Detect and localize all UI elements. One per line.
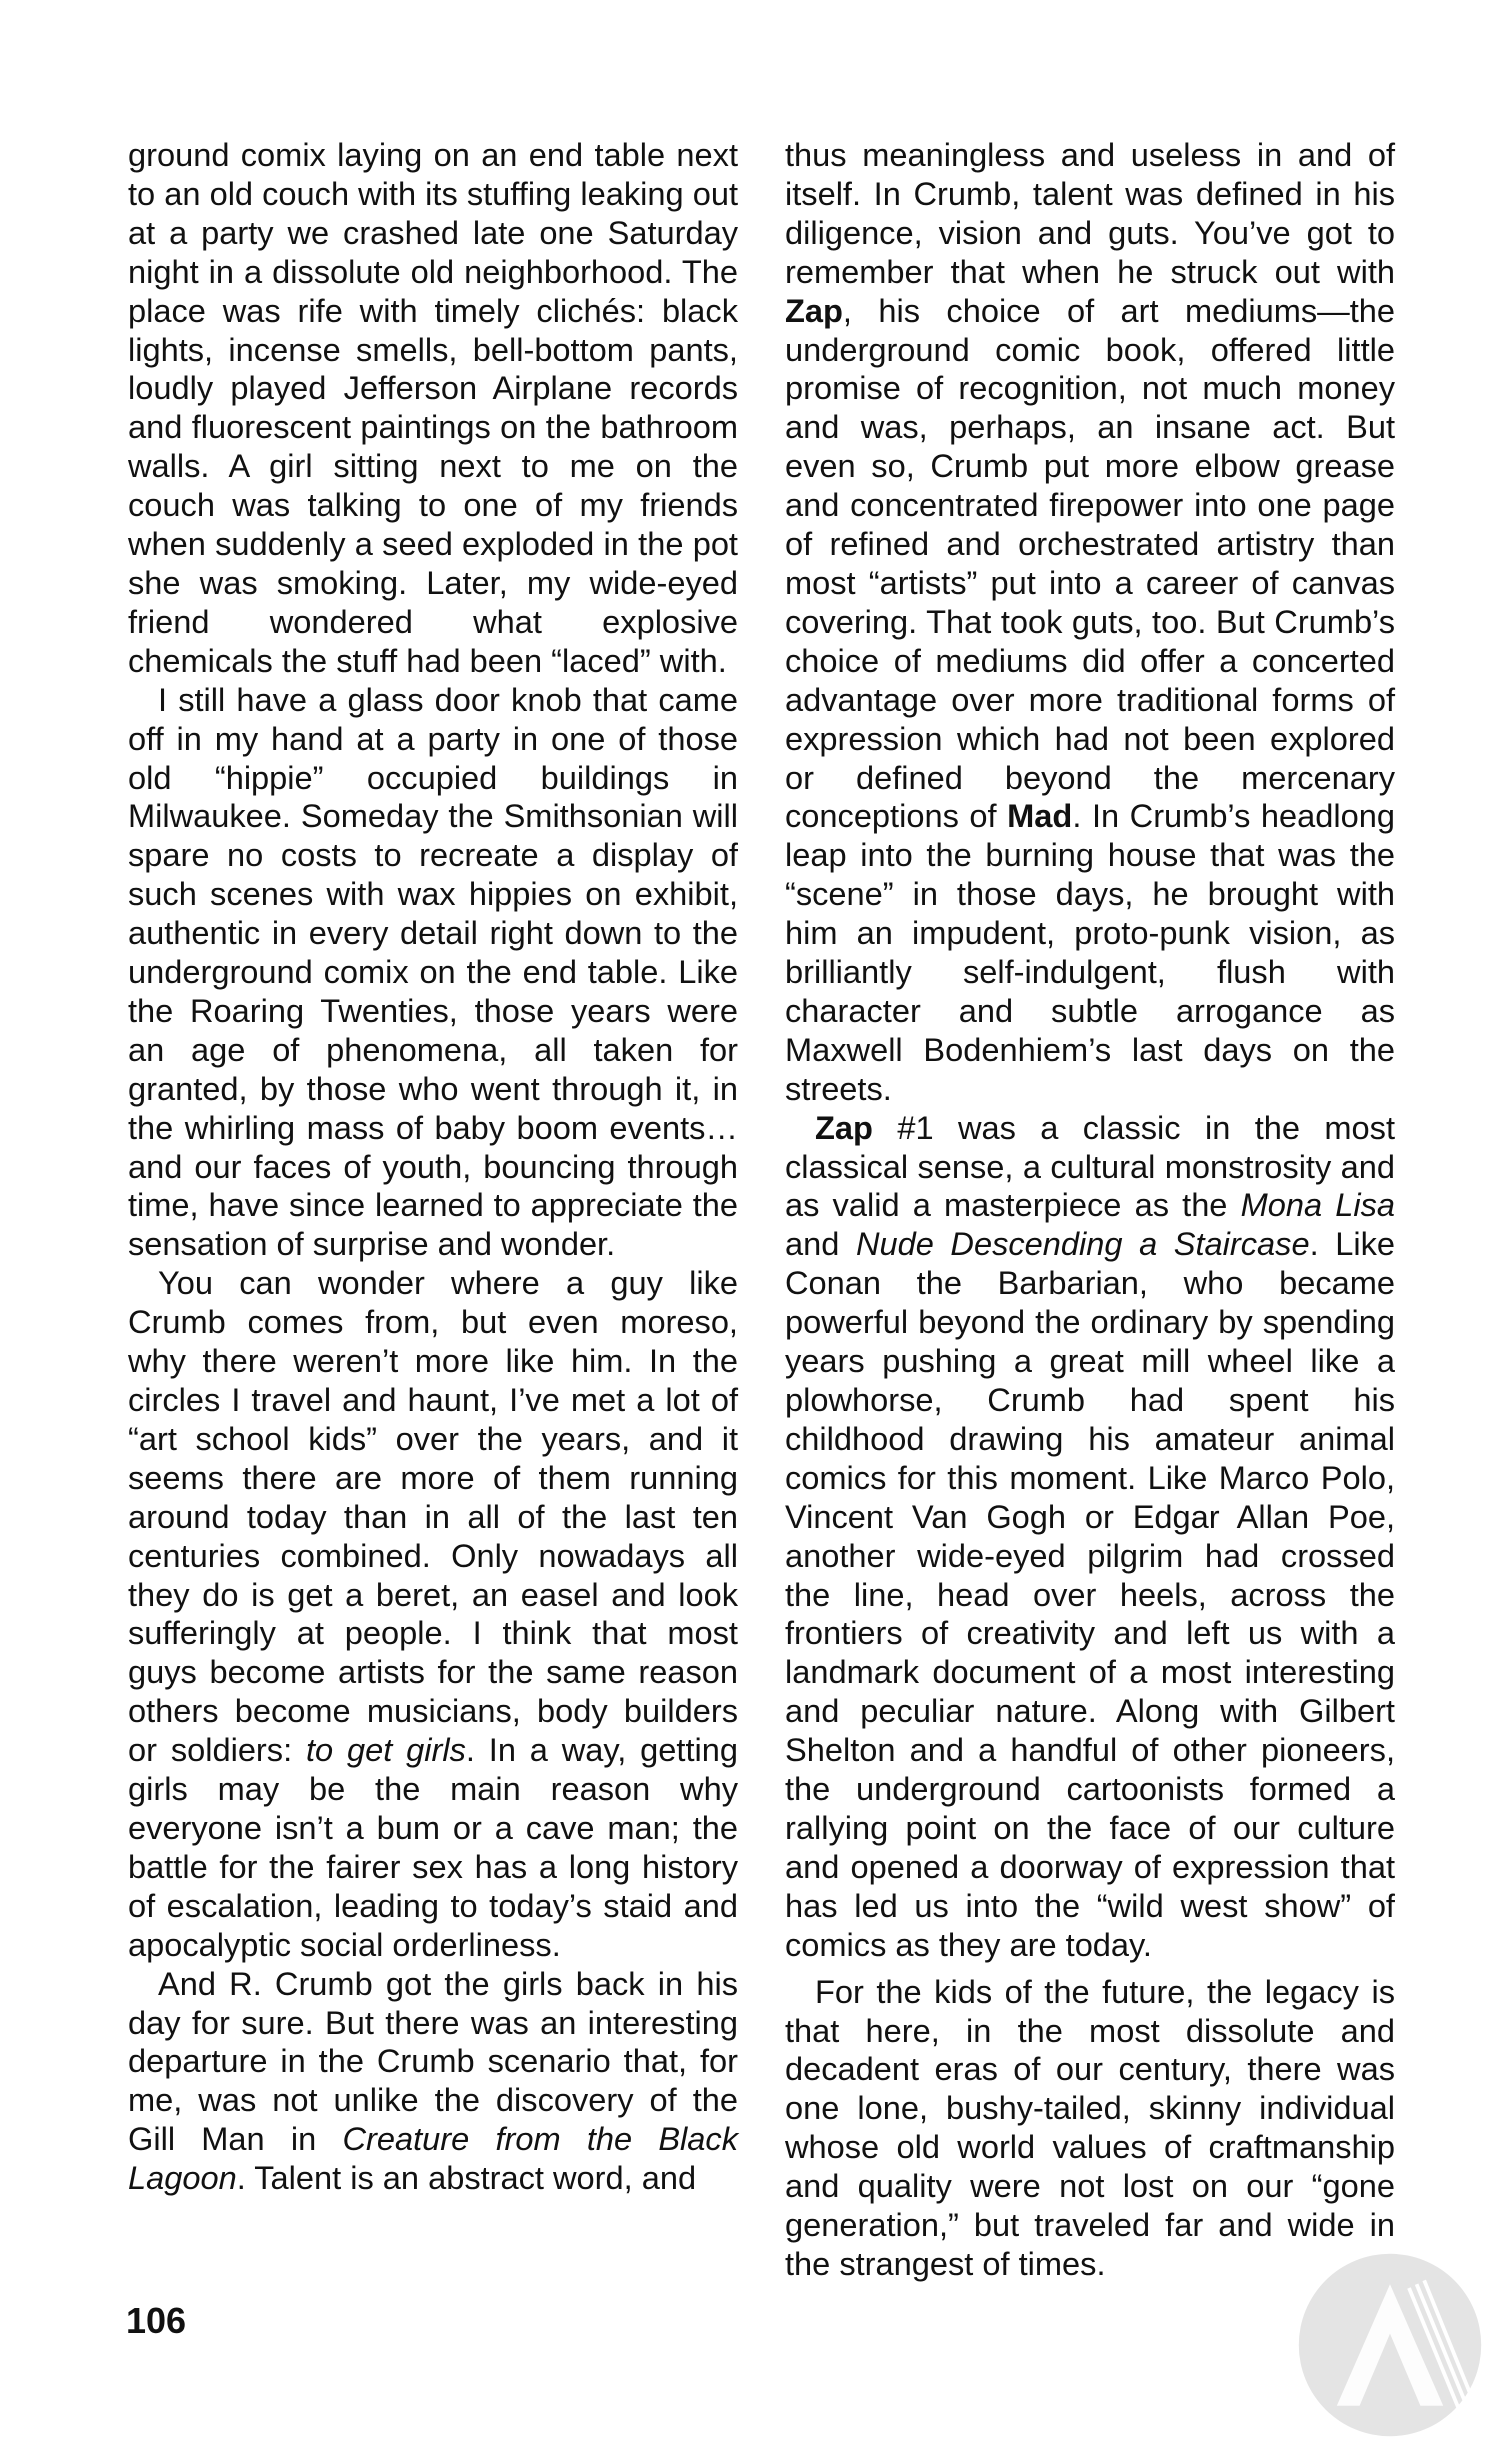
archive-logo-icon — [1295, 2250, 1485, 2440]
italic-phrase: to get girls — [305, 1731, 466, 1769]
film-title: Creature from the Black Lagoon — [128, 2120, 738, 2197]
right-paragraph-3: For the kids of the future, the legacy is that here, in the most dissolute and decadent eras of our century, there was one lone, bushy-tailed, skinny individual whose old world values of craftmanship and quality were not lost on our “gone generation,” but traveled far and wide in the strangest of times. — [785, 1972, 1395, 2282]
left-paragraph-2: I still have a glass door knob that came off in my hand at a party in one of those old “hippie” occupied buildings in Milwaukee. Someday the Smithsonian will spare no costs to recreate a display of such scenes with wax hippies on exhibit, authentic in every detail right down to the underground comix on the end table. Like the Roaring Twenties, those years were an age of phenomena, all taken for granted, by those who went through it, in the whirling mass of baby boom events…and our faces of youth, bouncing through time, have since learned to appreciate the sensation of surprise and wonder. — [128, 680, 738, 1263]
painting-title: Mona Lisa — [1240, 1186, 1396, 1224]
page-number: 106 — [126, 2300, 187, 2341]
mad-title: Mad — [1007, 797, 1073, 835]
right-paragraph-2: Zap #1 was a classic in the most classical sense, a cultural monstrosity and as valid a masterpiece as the Mona Lisa and Nude Descending a Staircase. Like Conan the Barbarian, who became powerful beyond the ordinary by spending years pushing a great mill wheel like a plowhorse, Crumb had spent his childhood drawing his amateur animal comics for this moment. Like Marco Polo, Vincent Van Gogh or Edgar Allan Poe, another wide-eyed pilgrim had crossed the line, head over heels, across the frontiers of creativity and left us with a landmark document of a most interesting and peculiar nature. Along with Gilbert Shelton and a handful of other pioneers, the underground cartoonists formed a rallying point on the face of our culture and opened a doorway of expression that has led us into the “wild west show” of comics as they are today. — [785, 1108, 1396, 1963]
left-paragraph-3: You can wonder where a guy like Crumb comes from, but even moreso, why there weren’t more like him. In the circles I travel and haunt, I’ve met a lot of “art school kids” over the years, and it seems there are more of them running around today than in all of the last ten centuries combined. Only nowadays all they do is get a beret, an easel and look sufferingly at people. I think that most guys become artists for the same reason others become musicians, body builders or soldiers: to get girls. In a way, getting girls may be the main reason why everyone isn’t a bum or a cave man; the battle for the fairer sex has a long history of escalation, leading to today’s staid and apocalyptic social orderliness. — [128, 1264, 738, 1963]
zap-title: Zap — [785, 291, 843, 329]
right-column — [785, 136, 1395, 2284]
zap-title: Zap — [815, 1108, 873, 1146]
right-paragraph-1: thus meaningless and useless in and of itself. In Crumb, talent was defined in his diligence, vision and guts. You’ve got to remember that when he struck out with Zap, his choice of art mediums—the underground comic book, offered little promise of recognition, not much money and was, perhaps, an insane act. But even so, Crumb put more elbow grease and concentrated firepower into one page of refined and orchestrated artistry than most “artists” put into a career of canvas covering. That took guts, too. But Crumb’s choice of mediums did offer a concerted advantage over more traditional forms of expression which had not been explored or defined beyond the mercenary conceptions of Mad. In Crumb’s headlong leap into the burning house that was the “scene” in those days, he brought with him an impudent, proto-punk vision, as brilliantly self-indulgent, flush with character and subtle arrogance as Maxwell Bodenhiem’s last days on the streets. — [785, 136, 1396, 1107]
left-paragraph-1: ground comix laying on an end table next to an old couch with its stuffing leaking out at a party we crashed late one Saturday night in a dissolute old neighborhood. The place was rife with timely clichés: black lights, incense smells, bell-bottom pants, loudly played Jefferson Airplane records and fluorescent paintings on the bathroom walls. A girl sitting next to me on the couch was talking to one of my friends when suddenly a seed exploded in the pot she was smoking. Later, my wide-eyed friend wondered what explosive chemicals the stuff had been “laced” with. — [128, 136, 738, 679]
painting-title: Nude Descending a Staircase — [855, 1225, 1310, 1263]
left-paragraph-4: And R. Crumb got the girls back in his day for sure. But there was an interesting departure in the Crumb scenario that, for me, was not unlike the discovery of the Gill Man in Creature from the Black Lagoon. Talent is an abstract word, and — [128, 1964, 738, 2197]
left-column — [128, 136, 738, 2198]
